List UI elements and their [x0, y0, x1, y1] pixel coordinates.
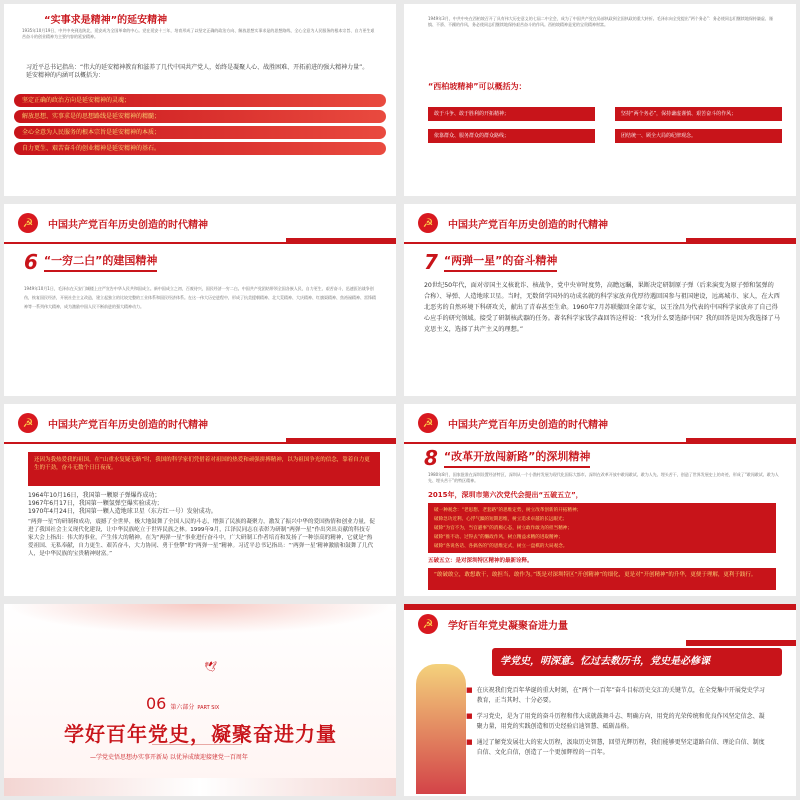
slide-title: 学好百年党史，凝聚奋进力量 — [64, 722, 337, 746]
slide-subtitle: —学党史悟思想办实事开新局 以优异成绩迎接建党一百周年 — [90, 754, 248, 761]
top-title: “实事求是精神”的延安精神 — [44, 15, 168, 26]
section-title — [404, 444, 796, 470]
slide-header — [404, 404, 796, 444]
list-item: 坚定正确的政治方向是延安精神的灵魂； — [14, 94, 386, 107]
list-item: 敢于斗争、敢于胜利的开拓精神； — [428, 107, 595, 121]
list-item: 坚持“两个务必”，保持谦虚谨慎、艰苦奋斗的作风； — [615, 107, 782, 121]
huabiao-decoration — [416, 664, 466, 794]
quote-text: 习近平总书记指出：“伟大的延安精神教育和滋养了几代中国共产党人，始终是凝聚人心、战胜困难、开拓前进的强大精神力量”。延安精神的内涵可以概括为： — [26, 64, 369, 79]
sub-title: “西柏坡精神”可以概括为： — [428, 82, 527, 91]
body-text: “两弹一星”的研制和成功，震撼了全世界，极大地鼓舞了全国人民的斗志，增强了民族的凝聚力，激发了振兴中华的爱国热情和创业力量，促进了我国社会主义现代化建设，让中华民族屹立于世界民族之林。1999年9月，江泽民同志在表彰为研制“两弹一星”作出突出贡献的科技专家大会上指出：伟大的事业，产生伟大的精神。在为“两弹一星”事业进行奋斗中，广大研制工作者培育和发扬了一种崇高的精神，它就是“热爱祖国、无私奉献，自力更生、艰苦奋斗，大力协同、勇于登攀”的“两弹一星”精神。习近平总书记指出：“‘两弹一星’精神激励和鼓舞了几代人，是中华民族的宝贵精神财富。” — [28, 519, 376, 557]
subtitle-area — [404, 70, 796, 93]
party-emblem-icon: ☭ — [18, 213, 38, 233]
party-emblem-icon: ☭ — [418, 614, 438, 634]
list-item: 依靠群众、服务群众的群众路线； — [428, 129, 595, 143]
top-stripe — [404, 604, 796, 610]
section-number: 6 — [24, 250, 38, 274]
dove-icon: 🕊 — [204, 662, 217, 673]
header-title: 中国共产党百年历史创造的时代精神 — [448, 419, 608, 431]
slide-liangdan[interactable] — [404, 204, 796, 396]
list-item: 全心全意为人民服务的根本宗旨是延安精神的本质； — [14, 126, 386, 139]
tag: 五破五立：是对深圳特区精神的最新诠释。 — [428, 558, 533, 564]
list-item: ■ 学习党史，是为了用党的奋斗历程和伟大成就鼓舞斗志、明确方向，用党的光荣传统和优良作风坚定信念、凝聚力量，用党的实践创造和历史经验启迪智慧、砥砺品格。 — [466, 712, 765, 730]
intro-text: 1935年10月19日，中共中央到达陕北，延安成为全国革命的中心。党在延安十三年，培育形成了以坚定正确的政治方向、解放思想实事求是的思想路线、全心全意为人民服务的根本宗旨、自力更生艰苦奋斗的创业精神为主要内容的延安精神。 — [22, 28, 375, 39]
section-label — [146, 694, 219, 713]
list-item: ■ 通过了解党发展壮大的宏大历程，汲取历史智慧，回望光辉历程，我们能够更坚定道路自信、理论自信、制度自信、文化自信，创造了一个更加辉煌的一百年。 — [466, 738, 765, 756]
bullet-icon: ■ — [466, 686, 473, 694]
section-text: “改革开放闯新路”的深圳精神 — [444, 448, 590, 468]
slide-xibaipo[interactable] — [404, 4, 796, 196]
list-item: 破除“各说各话、各搞各的”的思维定式，树立一盘棋的大局观念。 — [434, 544, 568, 549]
highlight: 2015年，深圳市第六次党代会提出“五破五立”， — [428, 491, 583, 499]
list-item: 1970年4月24日，我国第一颗人造地球卫星（东方红一号）发射成功。 — [28, 508, 217, 515]
list-item: 解放思想、实事求是的思想路线是延安精神的精髓； — [14, 110, 386, 123]
closing-banner: “敢破敢立，敢想敢干，敢担当，敢作为。”既是对深圳特区“开创精神”的细化，更是对“开创精神”的升华，更便于理解，更利于践行。 — [428, 568, 776, 590]
slide-shenzhen[interactable] — [404, 404, 796, 596]
bullet-icon: ■ — [466, 712, 473, 720]
section-title — [4, 244, 396, 274]
bullet-icon: ■ — [466, 738, 473, 746]
milestone-list — [4, 486, 396, 516]
section-name: 第六部分 — [170, 704, 195, 711]
intro-text: 1949年3月，中共中央在西柏坡召开了具有伟大历史意义的七届二中全会，成为了中国共产党在局部执政到全国执政的重大转折。毛泽东向全党提出“两个务必”：务必使同志们继续地保持谦虚、谨慎、不骄、不躁的作风，务必使同志们继续地保持艰苦奋斗的作风。西柏坡精神是党的宝贵精神财富。 — [428, 16, 773, 27]
slide-header — [404, 204, 796, 244]
list-item: ■ 在庆祝我们党百年华诞的重大时刻，在“两个一百年”奋斗目标历史交汇的关键节点，在全党集中开展党史学习教育，正当其时、十分必要。 — [466, 686, 765, 704]
list-item: 1967年6月17日，我国第一颗氢弹空爆实验成功； — [28, 500, 163, 507]
intro-text: 1980年8月，国家批准在深圳设置经济特区，深圳从一个小渔村发展为现代化国际大都市。深圳在改革开放中敢闯敢试、敢为人先、埋头苦干，创造了世界发展史上的奇迹，形成了“敢闯敢试、敢为人先、埋头苦干”的特区精神。 — [428, 472, 779, 483]
header-title: 中国共产党百年历史创造的时代精神 — [448, 219, 608, 231]
slide-jianguo[interactable] — [4, 204, 396, 396]
section-text: “两弹一星”的奋斗精神 — [444, 252, 557, 272]
yanan-items — [4, 88, 396, 155]
section-number: 7 — [424, 250, 438, 274]
header-title: 学好百年党史凝聚奋进力量 — [448, 620, 568, 632]
slide-header — [404, 604, 796, 644]
list-item: 破除急功近利、心浮气躁的短期思维，树立追求卓越的长远眼光； — [434, 517, 568, 522]
xibaipo-items — [404, 93, 796, 143]
slide-section-six[interactable] — [4, 604, 396, 796]
banner: 学党史，明深意。忆过去数历书，党史是必修课 — [492, 648, 782, 676]
list-item: 破除“推不动、过得去”的懒政作风，树立精益求精的进取精神； — [434, 535, 563, 540]
slide-header — [4, 404, 396, 444]
body-text: 20世纪50年代，面对帝国主义核讹诈、核战争，党中央审时度势，高瞻远瞩，果断决定研制原子弹（后来演变为原子弹和氢弹的合称）、导弹、人造地球卫星。当时，无数留学国外的功成名就的科学家放弃优厚待遇回国参与祖国建设，远离城市、家人，在大西北恶劣的自然环境下科研攻关，献出了青春甚至生命。1960年7月苏联撤回全部专家，以王淦昌为代表的中国科学家放弃了自己得心应手的研究领域。接受了研制核武器的任务。著名科学家钱学森回答这样说：“我为什么要选择中国？我的回答是因为我选择了马克思主义，选择了共产主义的理想。” — [424, 282, 780, 333]
banner: 还因为我热爱我的祖国，在“山重水复疑无路”时，我国的科学家们凭借着对祖国的热爱和顽强拼搏精神，以为祖国争光的信念，靠着自力更生的干劲，奋斗无数个日日夜夜。 — [28, 452, 380, 486]
header-title: 中国共产党百年历史创造的时代精神 — [48, 219, 208, 231]
party-emblem-icon: ☭ — [418, 413, 438, 433]
party-emblem-icon: ☭ — [18, 413, 38, 433]
top-title-area — [4, 4, 396, 24]
top-glow — [4, 604, 396, 634]
slide-header — [4, 204, 396, 244]
header-title: 中国共产党百年历史创造的时代精神 — [48, 419, 208, 431]
slide-study[interactable] — [404, 604, 796, 796]
list-item: 自力更生、艰苦奋斗的创业精神是延安精神的基石。 — [14, 142, 386, 155]
bottom-decoration — [4, 778, 396, 796]
section-title — [404, 244, 796, 274]
list-item: 破一种观念：“老思想、老套路”的思维定势，树立改革创新的开拓精神； — [434, 508, 582, 513]
list-item: 1964年10月16日，我国第一颗原子弹爆炸成功； — [28, 492, 161, 499]
section-number: 06 — [146, 694, 167, 713]
party-emblem-icon: ☭ — [418, 213, 438, 233]
list-item: 团结统一、顾全大局的纪律观念。 — [615, 129, 782, 143]
section-text: “一穷二白”的建国精神 — [44, 252, 157, 272]
section-number: 8 — [424, 446, 438, 470]
list-item: 破除“为官不为，当官避事”的消极心态，树立敢作敢为的担当精神； — [434, 526, 572, 531]
bullet-list — [466, 686, 766, 758]
slide-liangdan-detail[interactable] — [4, 404, 396, 596]
part-label: PART SIX — [197, 705, 220, 711]
items-box — [428, 503, 776, 553]
body-text: 1949年10月1日，毛泽东在天安门城楼上庄严宣告中华人民共和国成立。新中国成立之初，百废待兴，国民经济一穷二白。中国共产党团结带领全国各族人民，自力更生、艰苦奋斗，迅速医治战争创伤，恢复国民经济，开展社会主义改造，建立起独立的比较完整的工业体系和国民经济体系。在这一伟大历史进程中，形成了抗美援朝精神、北大荒精神、大庆精神、红旗渠精神、焦裕禄精神、雷锋精神等一系列伟大精神，成为激励中国人民不断前进的强大精神动力。 — [24, 286, 376, 309]
slide-yanan[interactable] — [4, 4, 396, 196]
